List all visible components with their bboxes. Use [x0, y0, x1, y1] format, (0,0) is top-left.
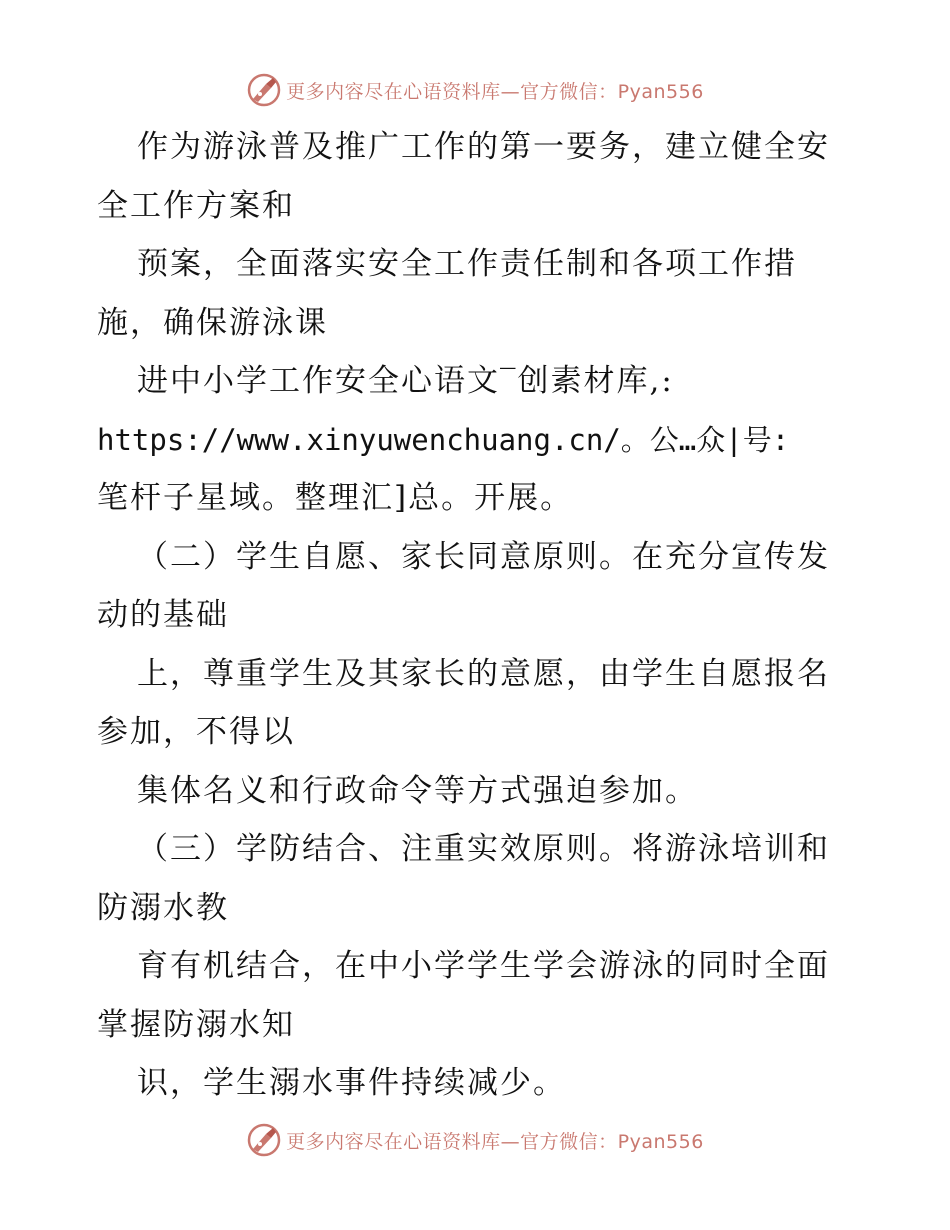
text-line: 防溺水教 — [97, 889, 229, 926]
text-line: （二）学生自愿、家长同意原则。在充分宣传发 — [137, 538, 830, 575]
url-line: https://www.xinyuwenchuang.cn/。公…众|号: — [97, 422, 790, 457]
watermark-dash: — — [500, 1130, 521, 1153]
document-body — [97, 118, 857, 1113]
text-line: 笔杆子星域。整理汇]总。开展。 — [97, 480, 574, 516]
text-line: 育有机结合，在中小学学生学会游泳的同时全面 — [137, 948, 830, 984]
pen-logo-icon — [246, 1122, 282, 1158]
watermark-text: 更多内容尽在心语资料库 — [286, 80, 501, 103]
text-line: 全工作方案和 — [97, 187, 295, 224]
text-line: 动的基础 — [97, 597, 229, 633]
watermark-text: 更多内容尽在心语资料库 — [286, 1130, 501, 1153]
watermark-banner-top — [0, 68, 950, 112]
text-line: 作为游泳普及推广工作的第一要务，建立健全安 — [137, 129, 830, 165]
watermark-banner-bottom — [0, 1118, 950, 1162]
text-line: 掌握防溺水知 — [97, 1006, 295, 1043]
text-line: 预案，全面落实安全工作责任制和各项工作措 — [137, 246, 797, 282]
text-line: 进中小学工作安全心语文‾创素材库,: — [137, 363, 674, 399]
text-line: 施，确保游泳课 — [97, 304, 328, 341]
text-line: 识，学生溺水事件持续减少。 — [137, 1065, 566, 1101]
watermark-contact: 官方微信：Pyan556 — [520, 80, 704, 103]
text-line: （三）学防结合、注重实效原则。将游泳培训和 — [137, 831, 830, 867]
text-line: 参加，不得以 — [97, 714, 295, 750]
text-line: 上，尊重学生及其家长的意愿，由学生自愿报名 — [137, 655, 830, 692]
watermark-contact: 官方微信：Pyan556 — [520, 1130, 704, 1153]
text-line: 集体名义和行政命令等方式强迫参加。 — [137, 772, 698, 809]
watermark-dash: — — [500, 80, 521, 103]
pen-logo-icon — [246, 72, 282, 108]
